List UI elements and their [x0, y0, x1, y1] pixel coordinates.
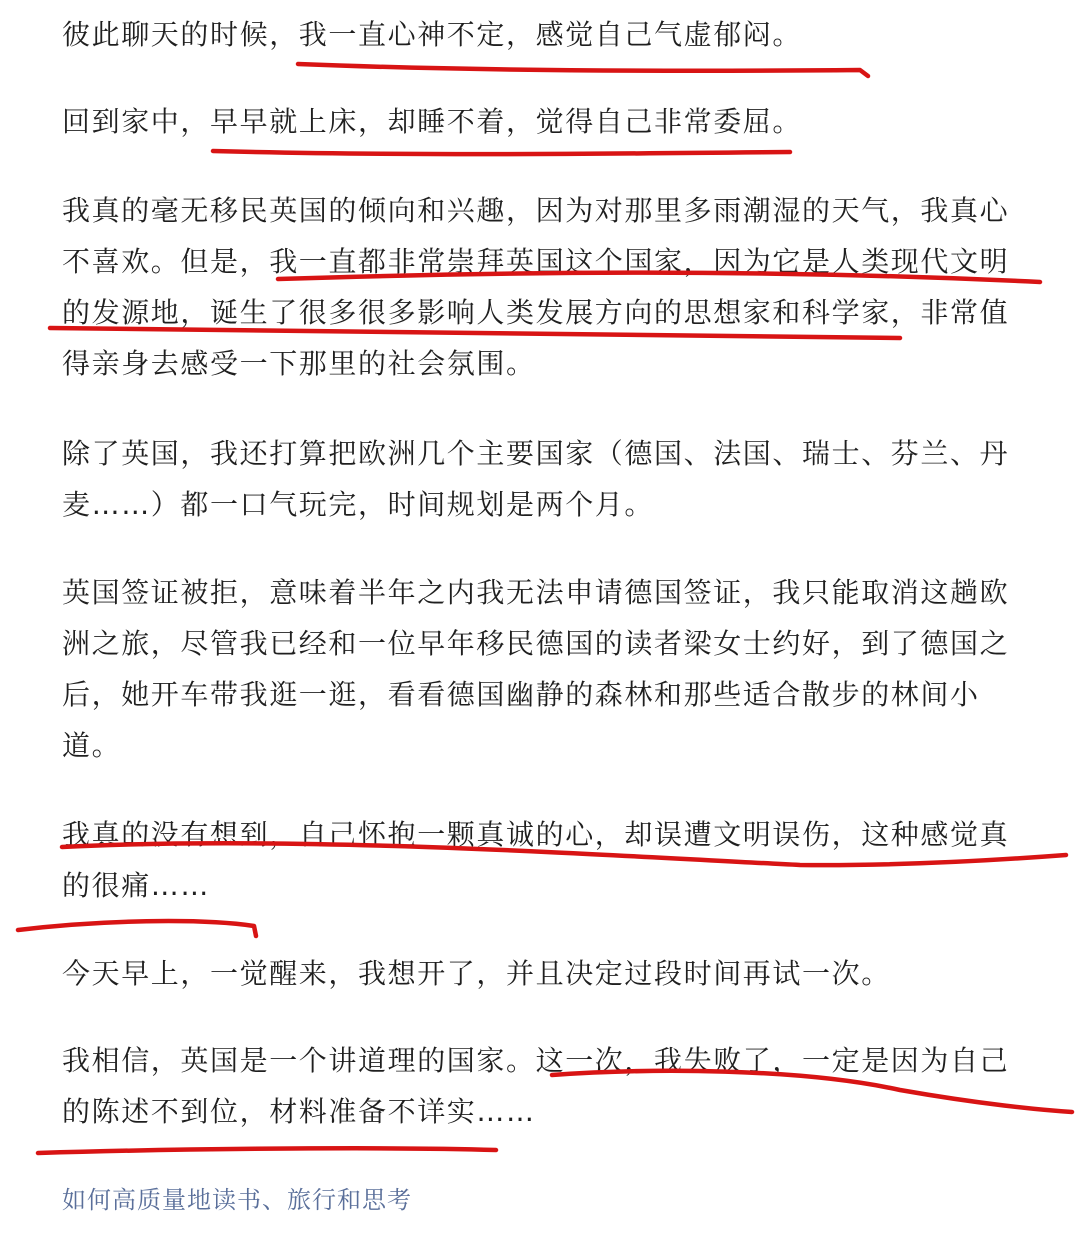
paragraph [62, 809, 1042, 911]
text-line: 得亲身去感受一下那里的社会氛围。 [62, 347, 536, 380]
text-line: 英国签证被拒，意味着半年之内我无法申请德国签证，我只能取消这趟欧 [62, 576, 1010, 609]
text-line: 的陈述不到位，材料准备不详实…… [62, 1095, 536, 1128]
paragraph [62, 185, 1042, 389]
paragraph [62, 9, 1042, 60]
paragraph [62, 428, 1042, 530]
text-line: 不喜欢。但是，我一直都非常崇拜英国这个国家，因为它是人类现代文明 [62, 245, 1010, 278]
underline-mark [298, 64, 868, 76]
text-line: 除了英国，我还打算把欧洲几个主要国家（德国、法国、瑞士、芬兰、丹 [62, 437, 1010, 470]
text-line: 洲之旅，尽管我已经和一位早年移民德国的读者梁女士约好，到了德国之 [62, 627, 1010, 660]
text-line: 道。 [62, 729, 122, 762]
text-line: 我相信，英国是一个讲道理的国家。这一次，我失败了，一定是因为自己 [62, 1044, 1010, 1077]
underline-mark [213, 151, 790, 154]
text-line: 彼此聊天的时候，我一直心神不定，感觉自己气虚郁闷。 [62, 18, 803, 51]
underline-mark [38, 1148, 496, 1153]
text-line: 的发源地，诞生了很多很多影响人类发展方向的思想家和科学家，非常值 [62, 296, 1010, 329]
related-article-link[interactable]: 如何高质量地读书、旅行和思考 [62, 1186, 412, 1214]
paragraph [62, 1035, 1042, 1137]
text-line: 回到家中，早早就上床，却睡不着，觉得自己非常委屈。 [62, 105, 803, 138]
underline-mark [18, 921, 256, 936]
paragraph [62, 567, 1042, 771]
text-line: 我真的毫无移民英国的倾向和兴趣，因为对那里多雨潮湿的天气，我真心 [62, 194, 1010, 227]
text-line: 今天早上，一觉醒来，我想开了，并且决定过段时间再试一次。 [62, 957, 891, 990]
text-line: 麦……）都一口气玩完，时间规划是两个月。 [62, 488, 655, 521]
text-line: 后，她开车带我逛一逛，看看德国幽静的森林和那些适合散步的林间小 [62, 678, 980, 711]
paragraph [62, 96, 1042, 147]
paragraph [62, 948, 1042, 999]
text-line: 的很痛…… [62, 869, 211, 902]
text-line: 我真的没有想到，自己怀抱一颗真诚的心，却误遭文明误伤，这种感觉真 [62, 818, 1010, 851]
